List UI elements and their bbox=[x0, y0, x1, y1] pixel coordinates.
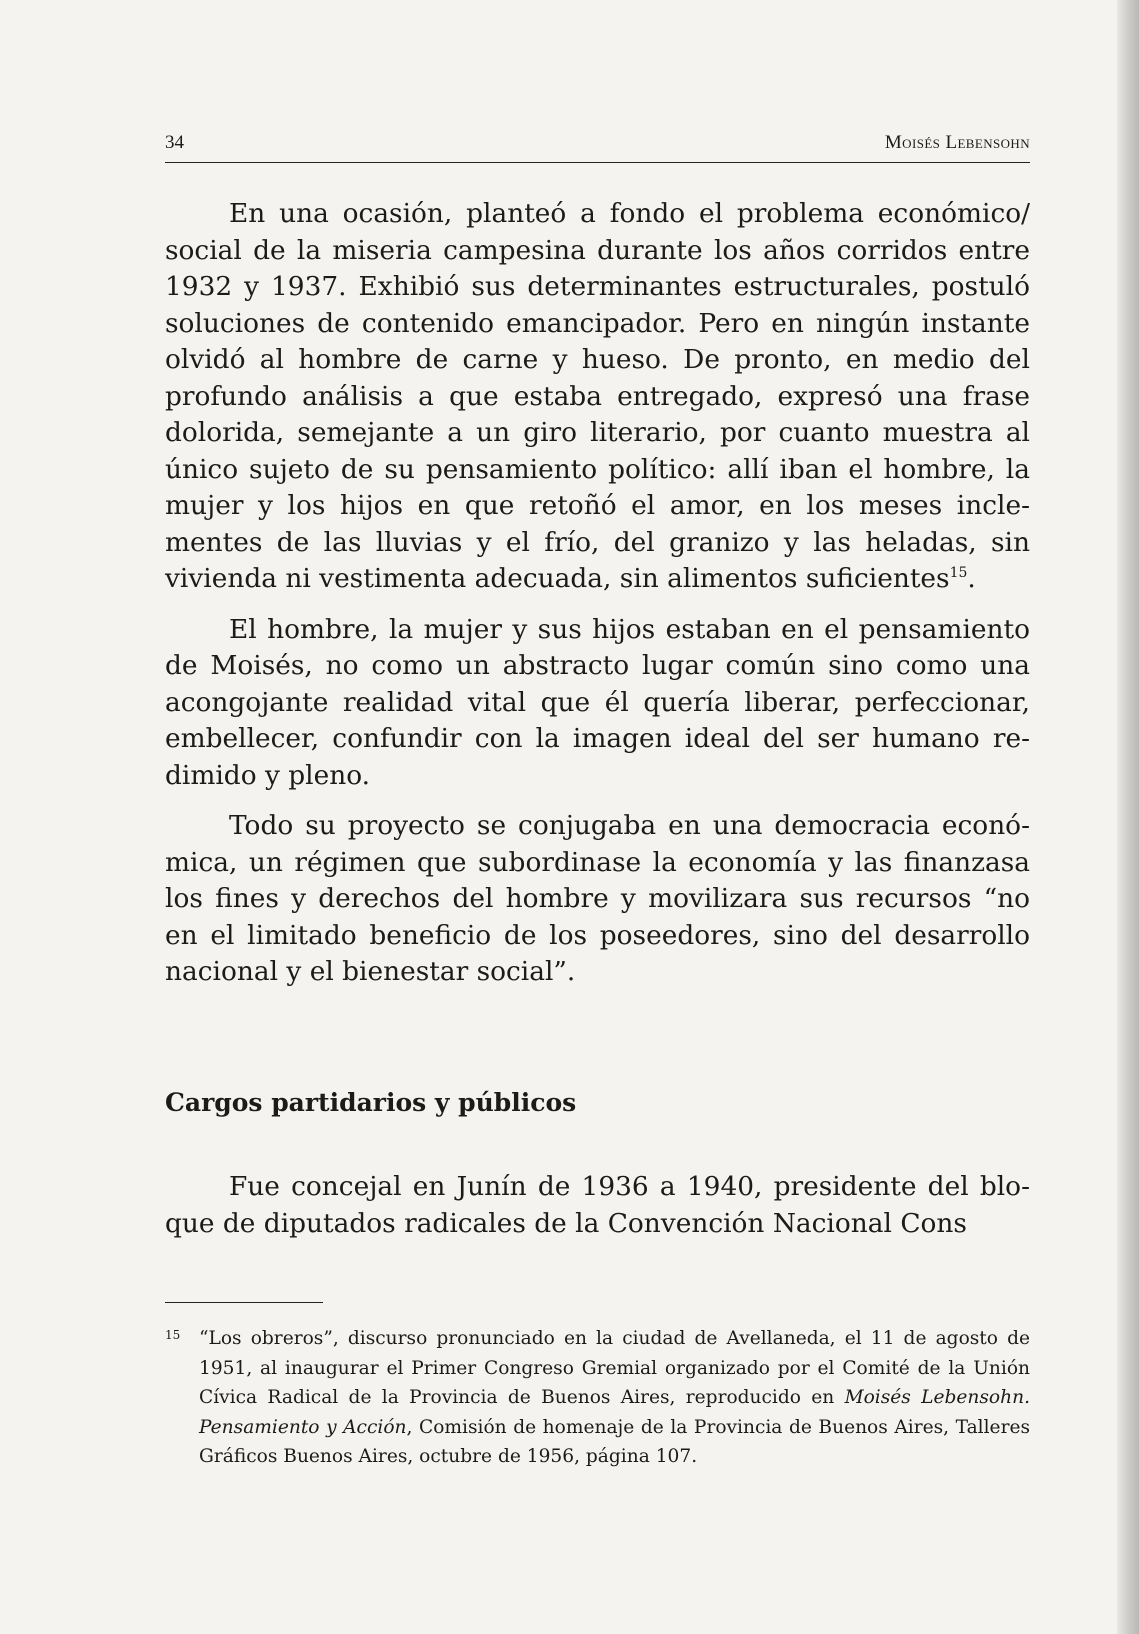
page-edge-shadow bbox=[1117, 0, 1139, 1634]
section-body bbox=[165, 1169, 1030, 1242]
paragraph: El hombre, la mujer y sus hijos estaban en el pensamiento de Moisés, no como un abstracto lugar común sino como una acongojante realidad vital que él quería liberar, perfeccionar, embellecer, confundir con la imagen ideal del ser humano redimido y pleno. bbox=[165, 613, 1030, 791]
paragraph: Todo su proyecto se conjugaba en una democracia económica, un régimen que subordinase la economía y las finanzasa los fines y derechos del hombre y movilizara sus recursos “no en el limitado beneficio de los poseedores, sino del desarrollo nacional y el bienestar social”. bbox=[165, 810, 1030, 987]
footnote-mark: 15 bbox=[165, 1328, 181, 1342]
footnote-text-part: “Los obreros”, discurso pronunciado en la ciudad de Avellaneda, el 11 de agosto de 1951, al inaugurar el Primer Congreso Gremial organizado por el Comité de la Unión Cívica Radical de la Provincia de Buenos Aires, reproducido en bbox=[199, 1328, 1030, 1408]
page-number: 34 bbox=[165, 132, 184, 153]
footnote-divider bbox=[165, 1302, 323, 1303]
footnote-text-part: , Comisión de homenaje de la Provincia de Buenos Aires, Talleres Gráficos Buenos Aires, octubre de 1956, página 107. bbox=[199, 1416, 1030, 1467]
footnote-book-title: Moisés Lebensohn. Pensamiento y Acción bbox=[199, 1387, 1030, 1438]
footnote bbox=[165, 1324, 1030, 1472]
running-head: Moisés Lebensohn bbox=[884, 132, 1030, 153]
footnote-reference[interactable]: 15 bbox=[949, 565, 968, 582]
paragraph-text: En una ocasión, planteó a fondo el problema económico/ social de la miseria campesina durante los años corridos entre 1932 y 1937. Exhibió sus determinantes estructurales, postuló soluciones de contenido emancipador. Pero en ningún instante olvidó al hombre de carne y hueso. De pronto, en medio del profundo análisis a que estaba entregado, expresó una frase dolorida, semejante a un giro literario, por cuanto muestra al único sujeto de su pensamiento político: allí iban el hombre, la mujer y los hijos en que retoñó el amor, en los meses inclementes de las lluvias y el frío, del granizo y las heladas, sin vivienda ni vestimenta adecuada, sin alimentos suficientes bbox=[165, 198, 1030, 594]
page-header bbox=[165, 130, 1030, 163]
footnote-text bbox=[199, 1324, 1030, 1472]
paragraph bbox=[165, 196, 1030, 598]
paragraph: Fue concejal en Junín de 1936 a 1940, presidente del bloque de diputados radicales de la Convención Nacional Cons bbox=[165, 1171, 1030, 1239]
body-text bbox=[165, 196, 1030, 1005]
paragraph-end: . bbox=[967, 563, 976, 594]
section-heading: Cargos partidarios y públicos bbox=[165, 1088, 577, 1117]
